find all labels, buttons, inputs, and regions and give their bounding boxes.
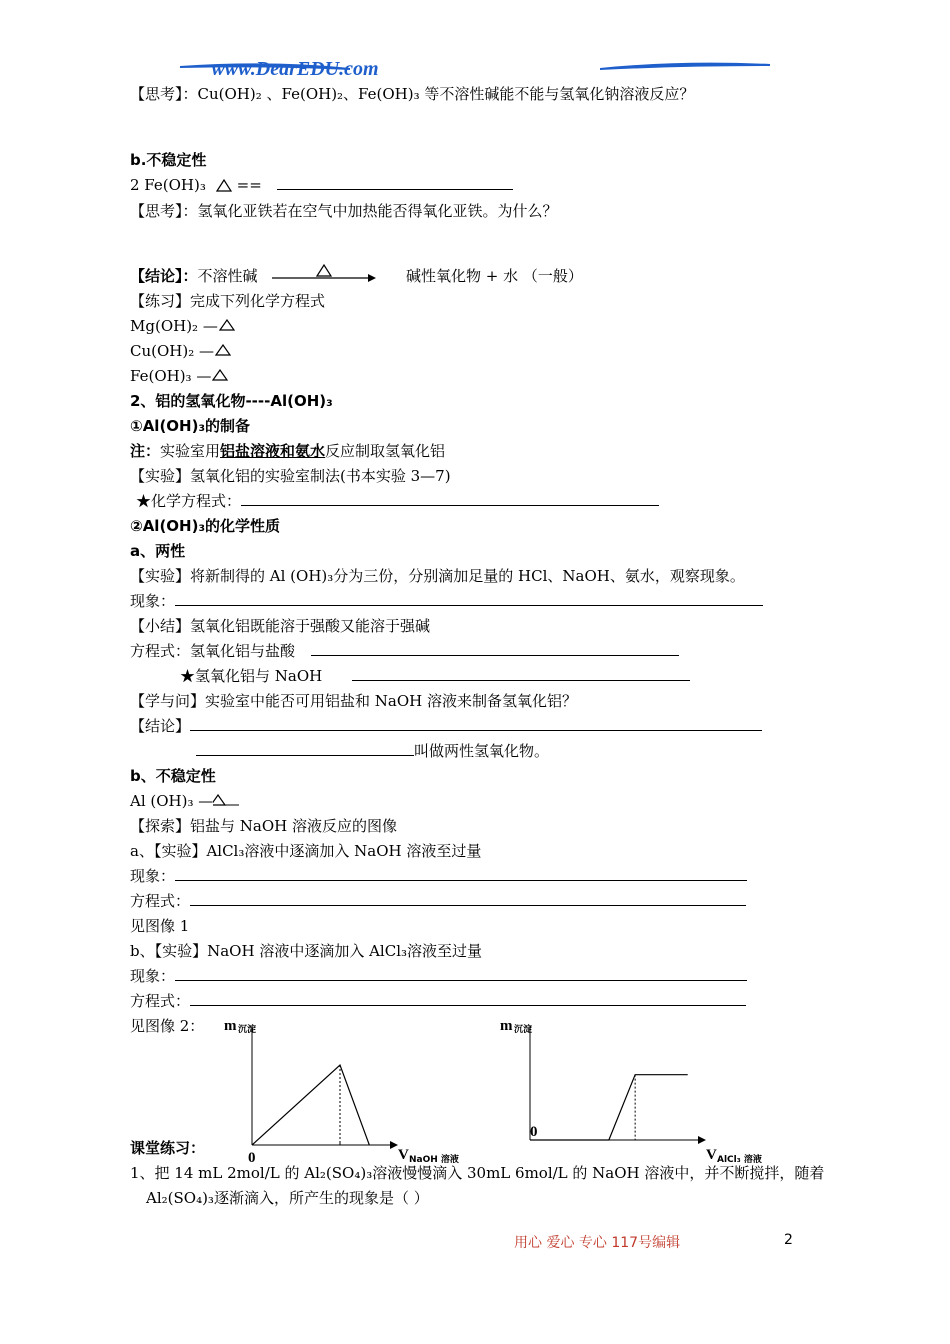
answer-blank[interactable]: [352, 666, 690, 681]
subsection-preparation: ①Al(OH)₃的制备: [130, 417, 251, 435]
equation-label: 方程式：氢氧化铝与盐酸: [130, 642, 296, 660]
x-axis-label-main: V: [398, 1147, 409, 1163]
note-text-end: 反应制取氢氧化铝: [325, 442, 446, 460]
phenomenon-label: 现象：: [130, 592, 176, 610]
conclusion-label: 【结论】: [130, 717, 191, 735]
practice-heading: 【练习】完成下列化学方程式: [130, 292, 326, 310]
equation-line-b: [130, 991, 746, 1011]
equation-hcl-line: [130, 641, 679, 661]
conclusion-product: 碱性氧化物 + 水 （一般）: [406, 267, 583, 285]
heat-triangle-icon: [213, 794, 239, 810]
answer-blank[interactable]: [190, 891, 746, 906]
x-axis-label-sub: AlCl₃ 溶液: [717, 1155, 762, 1165]
experiment-b: b、【实验】NaOH 溶液中逐滴加入 AlCl₃溶液至过量: [130, 942, 483, 960]
fe-oh3-equation: [130, 366, 237, 386]
y-axis-label-main: m: [224, 1018, 237, 1034]
equation-label: 方程式：: [130, 992, 191, 1010]
heading-instability-b: b.不稳定性: [130, 151, 207, 169]
formula-text: 2 Fe(OH)₃: [130, 176, 211, 194]
al-oh3-decomposition: [130, 791, 239, 811]
note-line: [130, 441, 445, 461]
exercise-1-line-2: Al₂(SO₄)₃逐渐滴入，所产生的现象是（ ）: [146, 1189, 429, 1207]
formula-text: Cu(OH)₂ —: [130, 342, 215, 360]
phenomenon-line-1: [130, 591, 763, 611]
answer-blank[interactable]: [241, 491, 659, 506]
answer-blank[interactable]: [190, 991, 746, 1006]
precipitate-graph-2: [496, 1012, 796, 1174]
heat-arrow-icon: [272, 262, 378, 286]
conclusion-label: 【结论】：: [130, 267, 198, 285]
answer-blank[interactable]: [175, 591, 763, 606]
formula-text: Mg(OH)₂ —: [130, 317, 218, 335]
heat-triangle-icon: [218, 319, 244, 335]
answer-blank[interactable]: [175, 966, 747, 981]
see-graph-1: 见图像 1: [130, 917, 190, 935]
series-line: [530, 1075, 688, 1140]
mg-oh2-equation: [130, 316, 244, 336]
answer-blank[interactable]: [277, 175, 513, 190]
origin-label: 0: [530, 1124, 538, 1140]
experiment-lab-method: 【实验】氢氧化铝的实验室制法(书本实验 3—7): [130, 467, 451, 485]
page-number: 2: [784, 1232, 793, 1248]
equation-naoh-line: [180, 666, 690, 686]
answer-blank[interactable]: [311, 641, 679, 656]
x-axis-arrow: [698, 1136, 706, 1144]
heat-triangle-icon: [211, 178, 237, 194]
phenomenon-label: 现象：: [130, 967, 176, 985]
study-question: 【学与问】实验室中能否可用铝盐和 NaOH 溶液来制备氢氧化铝？: [130, 692, 577, 710]
phenomenon-label: 现象：: [130, 867, 176, 885]
subsection-chemical-properties: ②Al(OH)₃的化学性质: [130, 517, 281, 535]
insoluble-base: 不溶性碱: [197, 267, 258, 285]
footer-slogan: 用心 爱心 专心 117号编辑: [514, 1235, 681, 1251]
amphoteric-definition: [196, 741, 549, 761]
summary-line: 【小结】氢氧化铝既能溶于强酸又能溶于强碱: [130, 617, 431, 635]
y-axis-label-sub: 沉淀: [514, 1025, 533, 1035]
precipitate-graph-1: [218, 1012, 478, 1174]
answer-blank[interactable]: [196, 741, 414, 756]
heat-triangle-icon: [211, 369, 237, 385]
note-text: 实验室用: [160, 442, 221, 460]
explore-heading: 【探索】铝盐与 NaOH 溶液反应的图像: [130, 817, 397, 835]
class-exercise-heading: 课堂练习：: [130, 1139, 206, 1157]
note-emphasis: 铝盐溶液和氨水: [220, 442, 326, 460]
answer-blank[interactable]: [175, 866, 747, 881]
x-axis-label-main: V: [706, 1147, 717, 1163]
x-axis-label-sub: NaOH 溶液: [409, 1155, 459, 1165]
conclusion-line: [130, 266, 258, 286]
formula-text: Fe(OH)₃ —: [130, 367, 212, 385]
chemical-equation-label: ★化学方程式：: [136, 492, 242, 510]
equation-line-a: [130, 891, 746, 911]
answer-blank[interactable]: [190, 716, 762, 731]
heat-triangle-icon: [214, 344, 240, 360]
phenomenon-line-b: [130, 966, 747, 986]
experiment-three-portions: 【实验】将新制得的 Al (OH)₃分为三份，分别滴加足量的 HCl、NaOH、氨水，观察现象。: [130, 567, 745, 585]
section-aluminum-hydroxide: 2、铝的氢氧化物----Al(OH)₃: [130, 392, 333, 410]
note-label: 注：: [130, 442, 161, 460]
conclusion-blank-line: [130, 716, 762, 736]
think-question-2: 【思考】：氢氧化亚铁若在空气中加热能否得氧化亚铁。为什么？: [130, 202, 558, 220]
heading-amphoteric: a、两性: [130, 542, 186, 560]
exercise-1-line-1: 1、把 14 mL 2mol/L 的 Al₂(SO₄)₃溶液慢慢滴入 30mL 6mol/L 的 NaOH 溶液中，并不断搅拌，随着: [130, 1164, 825, 1182]
y-axis-label-main: m: [500, 1018, 513, 1034]
chemical-equation-line: [136, 491, 659, 511]
experiment-a: a、【实验】AlCl₃溶液中逐滴加入 NaOH 溶液至过量: [130, 842, 482, 860]
series-line: [252, 1065, 369, 1145]
fe-oh3-decomposition: [130, 175, 513, 195]
definition-text: 叫做两性氢氧化物。: [414, 742, 550, 760]
equals-sign: ==: [236, 176, 262, 194]
heading-instability-b2: b、不稳定性: [130, 767, 216, 785]
y-axis-label-sub: 沉淀: [238, 1025, 257, 1035]
see-graph-2: 见图像 2：: [130, 1017, 205, 1035]
think-question-1: 【思考】：Cu(OH)₂ 、Fe(OH)₂、Fe(OH)₃ 等不溶性碱能不能与氢氧化钠溶液反应？: [130, 85, 695, 103]
cu-oh2-equation: [130, 341, 240, 361]
origin-label: 0: [248, 1150, 256, 1166]
formula-text: Al (OH)₃ —: [130, 792, 214, 810]
equation-label: 方程式：: [130, 892, 191, 910]
site-logo-text[interactable]: www.DearEDU.com: [211, 58, 379, 80]
phenomenon-line-a: [130, 866, 747, 886]
x-axis-arrow: [390, 1141, 398, 1149]
equation-label: ★氢氧化铝与 NaOH: [180, 667, 323, 685]
